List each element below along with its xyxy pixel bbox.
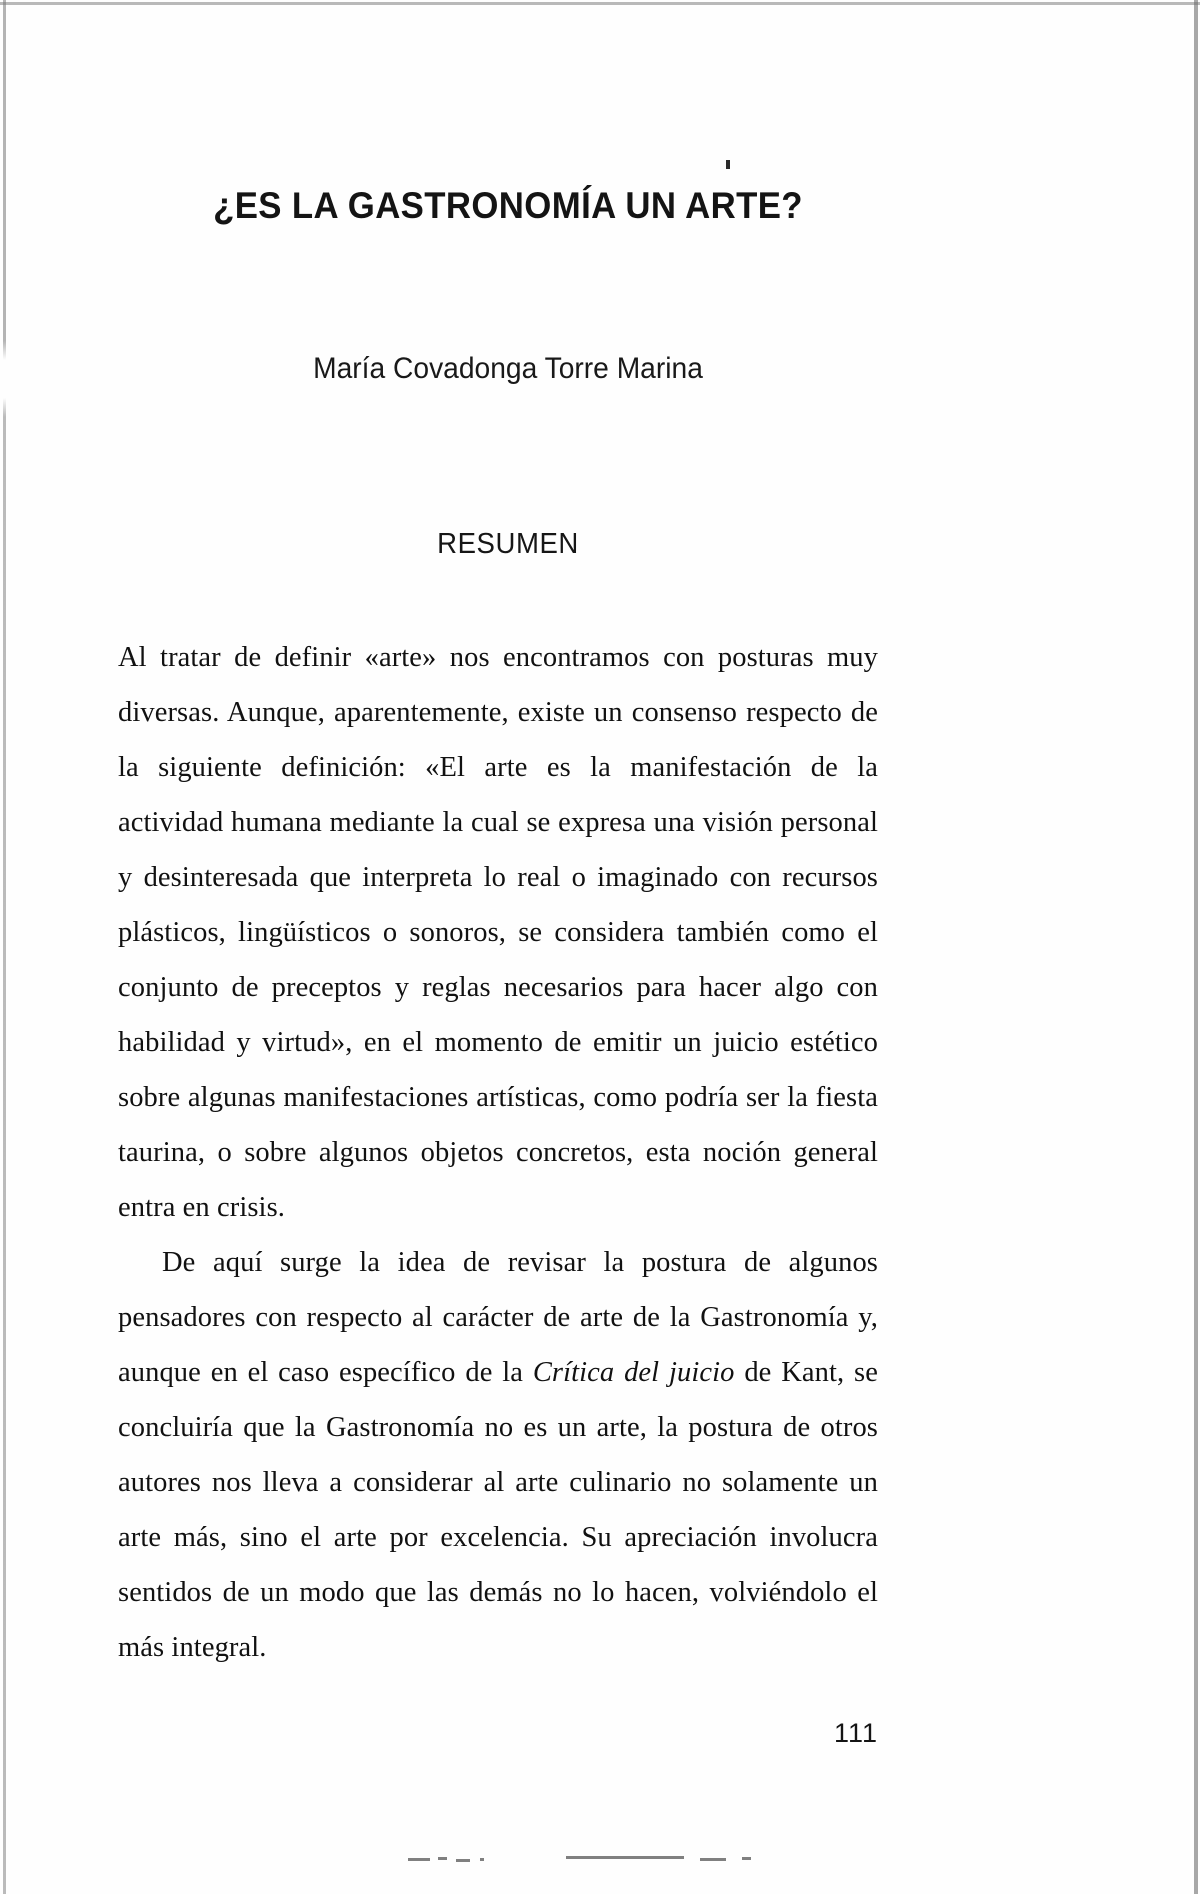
- paragraph-2-text-after-work: de Kant, se concluiría que la Gastronomía no es un arte, la postura de otros autores nos lleva a considerar al arte culinario no solamente un arte más, sino el arte por excelencia. Su apreciación involucra sentidos de un modo que las demás no lo hacen, volviéndolo el más integral.: [118, 1357, 878, 1663]
- page-title: ¿ES LA GASTRONOMÍA UN ARTE?: [213, 185, 803, 226]
- scan-edge-left: [3, 0, 6, 1894]
- paragraph-2-text-before-work: De aquí surge la idea de revisar la postura de algunos pensadores con respecto al carácter de arte de la Gastronomía y, aunque en el caso específico de la: [118, 1247, 878, 1388]
- scan-edge-top: [0, 2, 1200, 5]
- scan-noise-artifacts: [0, 1852, 1200, 1872]
- scan-edge-right: [1194, 0, 1198, 1894]
- scan-speck: [726, 160, 730, 169]
- abstract-body: [118, 630, 878, 1675]
- cited-work-title: Crítica del juicio: [532, 1357, 735, 1388]
- abstract-paragraph-1: Al tratar de definir «arte» nos encontramos con posturas muy diversas. Aunque, aparentemente, existe un consenso respecto de la siguiente definición: «El arte es la manifestación de la actividad humana mediante la cual se expresa una visión personal y desinteresada que interpreta lo real o imaginado con recursos plásticos, lingüísticos o sonoros, se considera también como el conjunto de preceptos y reglas necesarios para hacer algo con habilidad y virtud», en el momento de emitir un juicio estético sobre algunas manifestaciones artísticas, como podría ser la fiesta taurina, o sobre algunos objetos concretos, esta noción general entra en crisis.: [118, 642, 878, 1223]
- page-number: 111: [833, 1718, 878, 1748]
- abstract-paragraph-2: [118, 1235, 878, 1675]
- author-name: María Covadonga Torre Marina: [313, 352, 703, 385]
- section-heading-resumen: RESUMEN: [437, 528, 579, 560]
